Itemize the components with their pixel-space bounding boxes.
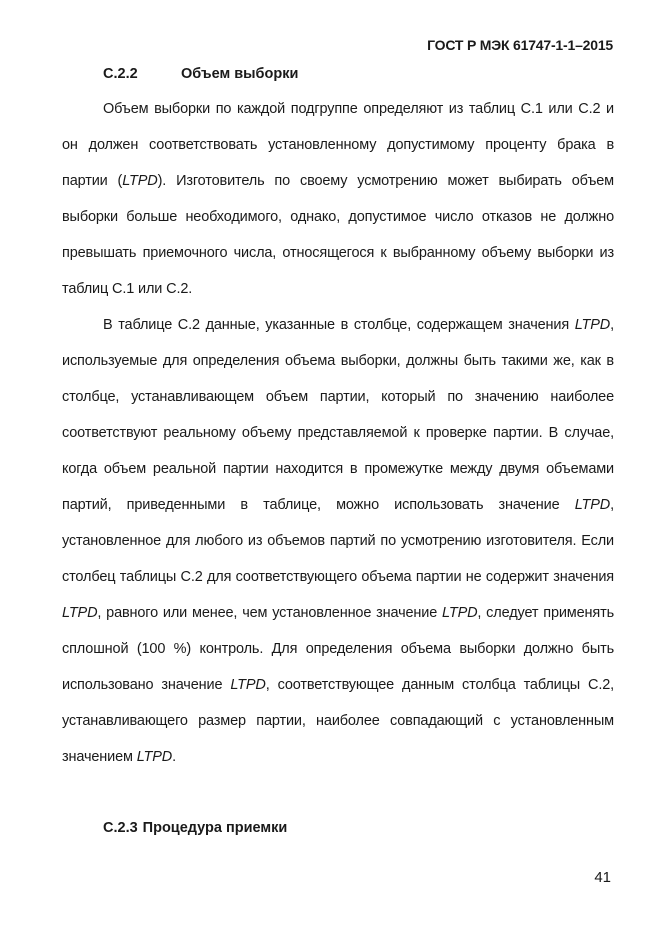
paragraph-table-c2 (62, 307, 614, 775)
page-number: 41 (594, 869, 611, 886)
section-number: C.2.3 (103, 820, 138, 836)
section-heading-c22 (103, 66, 298, 82)
ltpd-term: LTPD (230, 677, 266, 693)
ltpd-term: LTPD (136, 749, 173, 765)
paragraph-text: , используемые для определения объема выборки, должны быть такими же, как в столбце, устанавливающем объем партии, который по значению наиболее соответствуют реальному объему представляемой к проверке партии. В случае, когда объем реальной партии находится в промежутке между двумя объемами партий, приведенными в таблице, можно использовать значение (62, 317, 614, 513)
paragraph-text: . (172, 749, 176, 765)
ltpd-term: LTPD (574, 317, 611, 333)
paragraph-text: , соответствующее данным столбца таблицы С.2, устанавливающего размер партии, наиболее совпадающий с установленным значением (62, 677, 614, 765)
paragraph-text: ). Изготовитель по своему усмотрению может выбирать объем выборки больше необходимого, однако, допустимое число отказов не должно превышать приемочного числа, относящегося к выбранному объему выборки из таблиц С.1 или С.2. (62, 173, 614, 297)
paragraph-sample-size (62, 91, 614, 307)
paragraph-text: В таблице С.2 данные, указанные в столбце, содержащем значения (103, 317, 575, 333)
ltpd-term: LTPD (62, 605, 98, 621)
paragraph-text: , следует применять сплошной (100 %) контроль. Для определения объема выборки должно быть использовано значение (62, 605, 614, 693)
section-title: Объем выборки (181, 66, 299, 82)
paragraph-text: , установленное для любого из объемов партий по усмотрению изготовителя. Если столбец таблицы С.2 для соответствующего объема партии не содержит значения (62, 497, 614, 585)
document-code: ГОСТ Р МЭК 61747-1-1–2015 (427, 37, 613, 53)
ltpd-term: LTPD (122, 173, 158, 189)
section-heading-c23 (103, 820, 287, 836)
ltpd-term: LTPD (442, 605, 478, 621)
section-title: Процедура приемки (142, 820, 288, 836)
section-number: C.2.2 (103, 66, 138, 82)
paragraph-text: , равного или менее, чем установленное значение (97, 605, 443, 621)
paragraph-text: Объем выборки по каждой подгруппе определяют из таблиц С.1 или С.2 и он должен соответствовать установленному допустимому проценту брака в партии ( (62, 101, 614, 189)
ltpd-term: LTPD (574, 497, 611, 513)
